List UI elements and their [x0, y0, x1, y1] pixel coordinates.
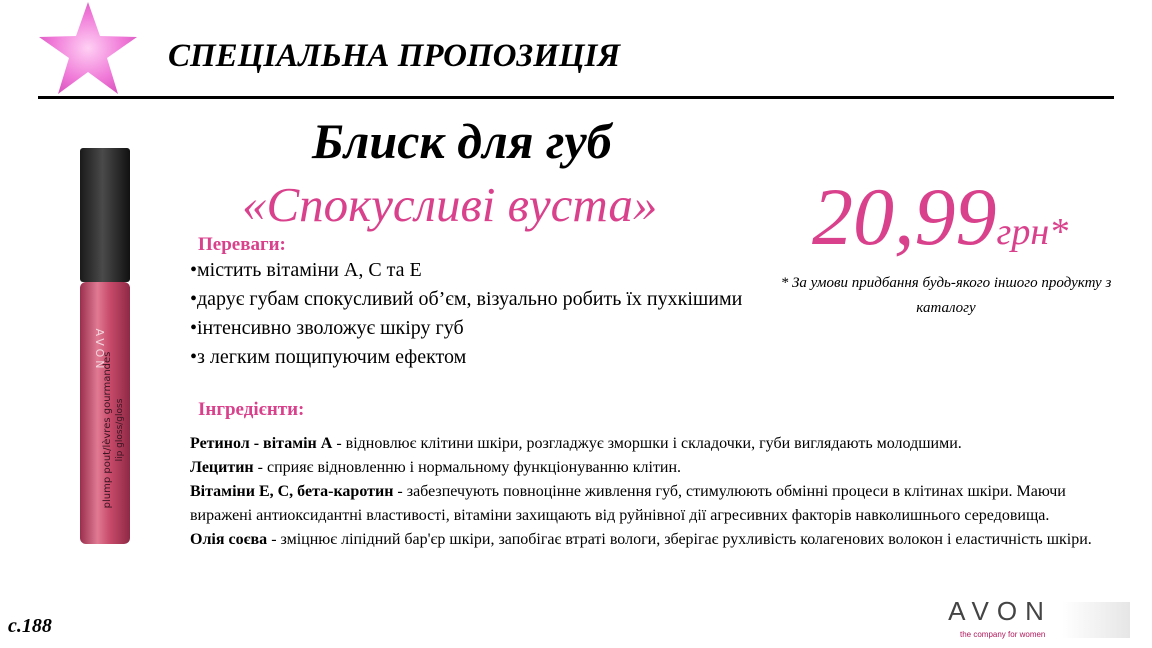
product-title: Блиск для губ: [312, 113, 612, 169]
star-icon: [36, 0, 140, 98]
benefits-heading: Переваги:: [198, 234, 286, 255]
ingredient-text: - забезпечують повноцінне живлення губ, стимулюють обмінні процеси в клітинах шкіри. Маючи виражені антиоксидантні властивості, вітаміни захищають від руйнівної дії агресивних факторів навколишнього середовища.: [190, 483, 1066, 524]
benefit-item: •з легким пощипуючим ефектом: [190, 346, 467, 368]
ingredient-text: - зміцнює ліпідний бар'єр шкіри, запобігає втраті вологи, зберігає рухливість колагенових волокон і еластичність шкіри.: [267, 531, 1092, 548]
benefit-item: •дарує губам спокусливий об’єм, візуально робить їх пухкішими: [190, 288, 743, 310]
logo-word: AVON: [948, 596, 1052, 626]
logo-shade: [1062, 602, 1130, 638]
ingredient-item: [190, 480, 1100, 528]
tube-brand: AVON: [93, 328, 106, 372]
ingredient-item: [190, 456, 1100, 480]
ingredient-item: [190, 528, 1100, 552]
ingredient-name: Олія соєва: [190, 531, 268, 548]
lip-gloss-product-image: [70, 140, 140, 552]
header-divider: [38, 96, 1114, 99]
ingredient-item: [190, 432, 1100, 456]
ingredient-name: Вітаміни Е, С, бета-каротин: [190, 483, 394, 500]
price-note: * За умови придбання будь-якого іншого продукту з каталогу: [780, 275, 1112, 316]
benefit-item: •містить вітаміни А, С та Е: [190, 259, 422, 281]
ingredients-heading: Інгредієнти:: [198, 399, 305, 420]
avon-logo: [940, 594, 1130, 644]
product-name: «Спокусливі вуста»: [242, 177, 658, 232]
price-value: 20,99: [812, 171, 997, 262]
ingredient-text: - відновлює клітини шкіри, розгладжує зморшки і складочки, губи виглядають молодшими.: [332, 435, 962, 452]
price-unit: грн*: [996, 211, 1069, 253]
price: [812, 171, 1069, 262]
ingredient-name: Лецитин: [190, 459, 254, 476]
tube-subtext: lip gloss/gloss: [115, 398, 125, 462]
ingredient-text: - сприяє відновленню і нормальному функціонуванню клітин.: [253, 459, 682, 476]
page-number: с.188: [8, 615, 52, 637]
benefits-list: [190, 256, 770, 372]
tube-text: plump pout/lèvres gourmandes: [102, 351, 113, 509]
benefit-item: •інтенсивно зволожує шкіру губ: [190, 317, 464, 339]
header-title: СПЕЦІАЛЬНА ПРОПОЗИЦІЯ: [168, 38, 621, 74]
ingredient-name: Ретинол - вітамін А: [190, 435, 333, 452]
ingredients-list: [190, 432, 1100, 552]
logo-tagline: the company for women: [960, 630, 1046, 639]
